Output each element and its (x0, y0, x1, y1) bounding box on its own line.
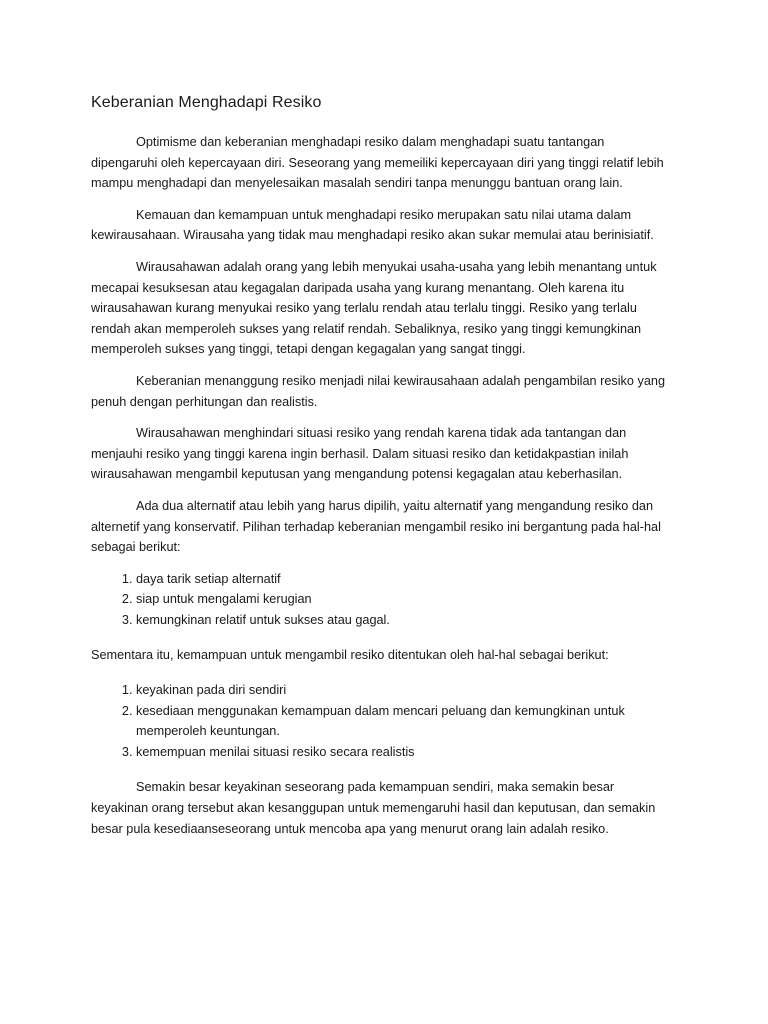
list-item: 2. kesediaan menggunakan kemampuan dalam mencari peluang dan kemungkinan untuk memperoleh keuntungan. (136, 701, 673, 742)
list-item: 1. daya tarik setiap alternatif (136, 569, 673, 590)
list-item: 2. siap untuk mengalami kerugian (136, 589, 673, 610)
numbered-list-risk-ability (91, 680, 673, 762)
paragraph-conclusion: Semakin besar keyakinan seseorang pada kemampuan sendiri, maka semakin besar keyakinan orang tersebut akan kesanggupan untuk memengaruhi hasil dan keputusan, dan semakin besar pula kesediaanseseorang untuk mencoba apa yang menurut orang lain adalah resiko. (91, 780, 656, 836)
paragraph-2: Kemauan dan kemampuan untuk menghadapi resiko merupakan satu nilai utama dalam kewirausahaan. Wirausaha yang tidak mau menghadapi resiko akan sukar memulai atau berinisiatif. (91, 207, 654, 243)
numbered-list-risk-choice (91, 569, 673, 631)
paragraph-5: Wirausahawan menghindari situasi resiko yang rendah karena tidak ada tantangan dan menjauhi resiko yang tinggi karena ingin berhasil. Dalam situasi resiko dan ketidakpastian inilah wirausahawan mengambil keputusan yang mengandung potensi kegagalan atau keberhasilan. (91, 426, 629, 482)
paragraph-intro-ability: Sementara itu, kemampuan untuk mengambil resiko ditentukan oleh hal-hal sebagai berikut: (91, 648, 609, 663)
list-item: 3. kemempuan menilai situasi resiko secara realistis (136, 742, 673, 763)
list-item: 3. kemungkinan relatif untuk sukses atau gagal. (136, 610, 673, 631)
list-item: 1. keyakinan pada diri sendiri (136, 680, 673, 701)
paragraph-6: Ada dua alternatif atau lebih yang harus dipilih, yaitu alternatif yang mengandung resiko dan alternetif yang konservatif. Pilihan terhadap keberanian mengambil resiko ini bergantung pada hal-hal sebagai berikut: (91, 498, 661, 555)
document-body (91, 92, 673, 850)
document-title: Keberanian Menghadapi Resiko (91, 94, 322, 111)
paragraph-1: Optimisme dan keberanian menghadapi resiko dalam menghadapi suatu tantangan dipengaruhi oleh kepercayaan diri. Seseorang yang memeiliki kepercayaan diri yang tinggi relatif lebih mampu menghadapi dan menyelesaikan masalah sendiri tanpa menunggu bantuan orang lain. (91, 135, 664, 191)
paragraph-3: Wirausahawan adalah orang yang lebih menyukai usaha-usaha yang lebih menantang untuk mecapai kesuksesan atau kegagalan daripada usaha yang kurang menantang. Oleh karena itu wirausahawan kurang menyukai resiko yang terlalu rendah atau terlalu tinggi. Resiko yang terlalu rendah akan memperoleh sukses yang relatif rendah. Sebaliknya, resiko yang tinggi kemungkinan memperoleh sukses yang tinggi, tetapi dengan kegagalan yang sangat tinggi. (91, 259, 657, 357)
paragraph-4: Keberanian menanggung resiko menjadi nilai kewirausahaan adalah pengambilan resiko yang penuh dengan perhitungan dan realistis. (91, 373, 665, 409)
